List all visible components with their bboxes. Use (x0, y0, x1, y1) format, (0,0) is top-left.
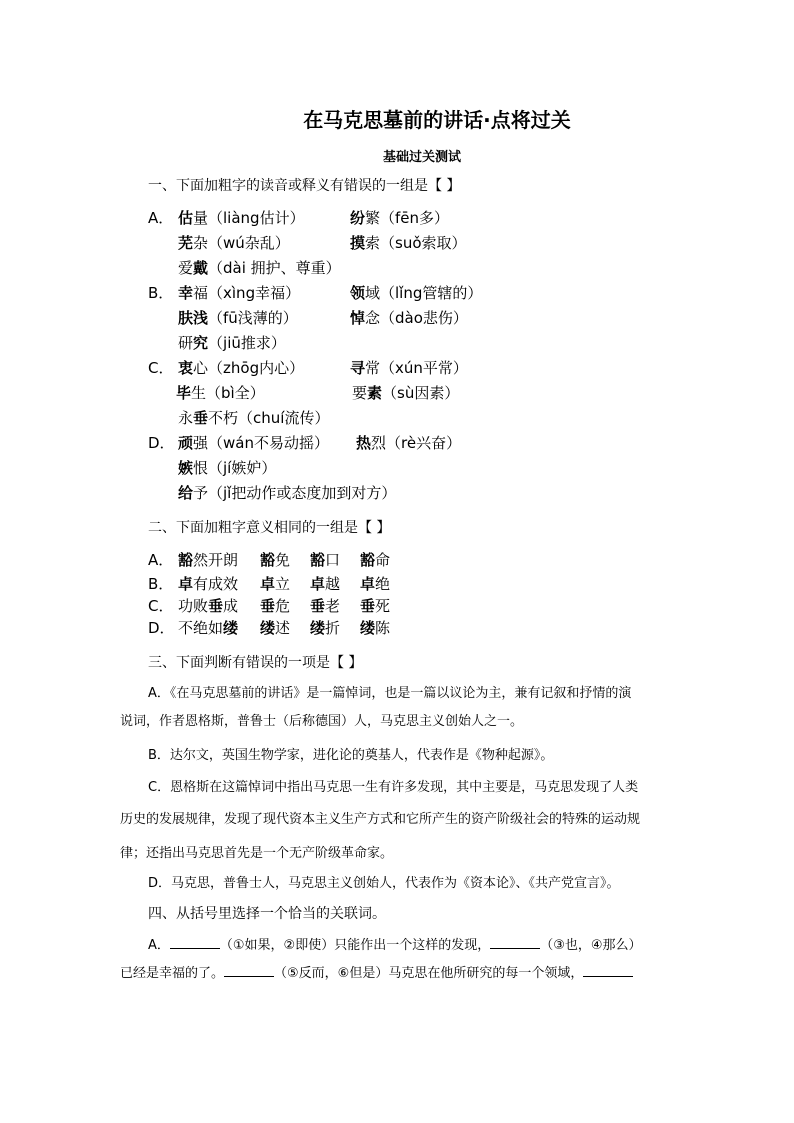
text-line (120, 960, 678, 988)
item-text: 免 (275, 551, 291, 569)
q1-c-label: C． (148, 359, 174, 377)
text-line: A．《在马克思墓前的讲话》是一篇悼词，也是一篇以议论为主，兼有记叙和抒情的演 (148, 686, 632, 701)
q1-b-label: B． (148, 284, 174, 302)
item-text: （jiū推求） (208, 334, 286, 352)
q3-option-d (148, 870, 678, 898)
q1-b-item-1 (178, 283, 300, 303)
bold-char: 缕 (260, 619, 276, 637)
q1-d-item-1 (178, 433, 329, 453)
q1-c-item-5 (178, 408, 329, 428)
text-line: B．达尔文，英国生物学家，进化论的奠基人，代表作是《物种起源》。 (148, 748, 554, 763)
item-text: 强（wán不易动摇） (193, 434, 329, 452)
q2-a-item-4 (360, 550, 390, 570)
q1-a-item-2 (350, 208, 449, 228)
bold-char: 缕 (310, 619, 326, 637)
item-text: 有成效 (193, 575, 239, 593)
bold-char: 垂 (208, 597, 224, 615)
q2-d-item-2 (260, 618, 290, 638)
item-text: 功败 (178, 597, 209, 615)
bold-char: 寻 (350, 359, 366, 377)
item-text: 研 (178, 334, 194, 352)
text-segment: 已经是幸福的了。 (120, 966, 225, 981)
q2-stem: 二、下面加粗字意义相同的一组是【 】 (148, 520, 391, 536)
bold-char: 给 (178, 484, 194, 502)
answer-blank[interactable] (490, 934, 540, 949)
item-text: 越 (325, 575, 341, 593)
item-text: 不朽（chuí流传） (208, 409, 330, 427)
text-line: 律；还指出马克思首先是一个无产阶级革命家。 (120, 846, 394, 861)
item-text: 念（dào悲伤） (365, 309, 468, 327)
q1-a-item-3 (178, 233, 290, 253)
q2-b-item-3 (310, 574, 340, 594)
text-line: D．马克思，普鲁士人，马克思主义创始人，代表作为《资本论》、《共产党宣言》。 (148, 876, 620, 891)
item-text: 折 (325, 619, 341, 637)
bold-char: 摸 (350, 234, 366, 252)
q1-stem: 一、下面加粗字的读音或释义有错误的一组是【 】 (148, 178, 461, 194)
bold-char: 卓 (310, 575, 326, 593)
page-subtitle: 基础过关测试 (382, 150, 461, 165)
q1-b-item-4 (350, 308, 468, 328)
q1-b-item-5 (178, 333, 286, 353)
item-text: 永 (178, 409, 194, 427)
q1-c-item-4 (352, 383, 459, 403)
item-text: 烈（rè兴奋） (371, 434, 462, 452)
q2-a-label: A． (148, 551, 174, 569)
item-text: （dài 拥护、尊重） (208, 259, 341, 277)
q3-option-b (148, 742, 678, 770)
q2-c-item-4 (360, 596, 390, 616)
q2-b-item-4 (360, 574, 390, 594)
bold-char: 素 (367, 384, 383, 402)
q2-a-item-2 (260, 550, 290, 570)
item-text: 常（xún平常） (365, 359, 468, 377)
q1-d-item-4 (178, 483, 396, 503)
bold-char: 垂 (193, 409, 209, 427)
item-text: 心（zhōg内心） (193, 359, 305, 377)
item-text: 繁（fēn多） (365, 209, 450, 227)
item-text: 予（jǐ把动作或态度加到对方） (193, 484, 397, 502)
item-text: 要 (352, 384, 368, 402)
text-line: 历史的发展规律，发现了现代资本主义生产方式和它所产生的资产阶级社会的特殊的运动规 (120, 812, 641, 827)
item-text: 绝 (375, 575, 391, 593)
bold-char: 豁 (260, 551, 276, 569)
answer-blank[interactable] (170, 934, 220, 949)
item-text: 量（liàng估计） (193, 209, 305, 227)
text-segment: （⑤反而，⑥但是）马克思在他所研究的每一个领域， (274, 966, 584, 981)
bold-char: 衷 (178, 359, 194, 377)
bold-char: 缕 (223, 619, 239, 637)
bold-char: 纷 (350, 209, 366, 227)
bold-char: 缕 (360, 619, 376, 637)
q4-stem: 四、从括号里选择一个恰当的关联词。 (148, 906, 386, 922)
q2-b-item-1 (178, 574, 238, 594)
bold-char: 芜 (178, 234, 194, 252)
q2-a-item-1 (178, 550, 238, 570)
item-text: 不绝如 (178, 619, 224, 637)
q1-c-item-3 (176, 383, 265, 403)
item-text: 述 (275, 619, 291, 637)
page-title: 在马克思墓前的讲话·点将过关 (303, 108, 571, 132)
bold-char: 幸 (178, 284, 194, 302)
text-line (148, 932, 678, 960)
q1-c-item-1 (178, 358, 304, 378)
item-text: （sù因素） (382, 384, 460, 402)
item-text: 陈 (375, 619, 391, 637)
q2-d-item-4 (360, 618, 390, 638)
q1-c-item-2 (350, 358, 468, 378)
q2-b-label: B． (148, 575, 174, 593)
q1-a-item-1 (178, 208, 305, 228)
bold-char: 戴 (193, 259, 209, 277)
bold-char: 卓 (360, 575, 376, 593)
q2-c-item-3 (310, 596, 340, 616)
q2-a-item-3 (310, 550, 340, 570)
bold-char: 卓 (260, 575, 276, 593)
q1-b-item-3 (178, 308, 298, 328)
bold-char: 毕 (176, 384, 192, 402)
bold-char: 嫉 (178, 459, 194, 477)
bold-char: 垂 (310, 597, 326, 615)
q1-d-item-2 (356, 433, 461, 453)
q2-c-item-2 (260, 596, 290, 616)
q1-a-item-4 (350, 233, 467, 253)
answer-blank[interactable] (224, 962, 274, 977)
item-text: 立 (275, 575, 291, 593)
item-text: （fū浅薄的） (208, 309, 298, 327)
item-text: 命 (375, 551, 391, 569)
q2-d-item-1 (178, 618, 238, 638)
text-line: 说词，作者恩格斯，普鲁士（后称德国）人，马克思主义创始人之一。 (120, 714, 524, 729)
text-segment: （①如果，②即使）只能作出一个这样的发现， (219, 938, 491, 953)
item-text: 死 (375, 597, 391, 615)
q2-b-item-2 (260, 574, 290, 594)
bold-char: 豁 (178, 551, 194, 569)
item-text: 杂（wú杂乱） (193, 234, 290, 252)
q2-d-label: D． (148, 619, 175, 637)
bold-char: 肤浅 (178, 309, 209, 327)
answer-blank[interactable] (583, 962, 633, 977)
bold-char: 卓 (178, 575, 194, 593)
bold-char: 估 (178, 209, 194, 227)
item-text: 然开朗 (193, 551, 239, 569)
bold-char: 究 (193, 334, 209, 352)
item-text: 爱 (178, 259, 194, 277)
q1-a-label: A． (148, 209, 174, 227)
q1-d-label: D． (148, 434, 175, 452)
q1-a-item-5 (178, 258, 341, 278)
q2-c-item-1 (178, 596, 238, 616)
text-segment: （③也，④那么） (540, 938, 642, 953)
item-text: 恨（jí嫉妒） (193, 459, 277, 477)
bold-char: 垂 (360, 597, 376, 615)
text-line: C．恩格斯在这篇悼词中指出马克思一生有许多发现，其中主要是，马克思发现了人类 (148, 780, 639, 795)
item-text: 老 (325, 597, 341, 615)
q1-d-item-3 (178, 458, 276, 478)
bold-char: 顽 (178, 434, 194, 452)
q3-stem: 三、下面判断有错误的一项是【 】 (148, 655, 363, 671)
bold-char: 悼 (350, 309, 366, 327)
q2-c-label: C． (148, 597, 174, 615)
bold-char: 豁 (310, 551, 326, 569)
item-text: 危 (275, 597, 291, 615)
q2-d-item-3 (310, 618, 340, 638)
item-text: 口 (325, 551, 341, 569)
q1-b-item-2 (350, 283, 482, 303)
item-text: 索（suǒ索取） (365, 234, 467, 252)
q4-option-a (120, 932, 678, 988)
option-label: A． (148, 938, 170, 953)
q3-option-c (120, 774, 678, 868)
item-text: 成 (223, 597, 239, 615)
item-text: 生（bì全） (191, 384, 265, 402)
bold-char: 豁 (360, 551, 376, 569)
bold-char: 垂 (260, 597, 276, 615)
bold-char: 领 (350, 284, 366, 302)
item-text: 域（lǐng管辖的） (365, 284, 483, 302)
bold-char: 热 (356, 434, 372, 452)
q3-option-a (120, 680, 678, 736)
item-text: 福（xìng幸福） (193, 284, 301, 302)
